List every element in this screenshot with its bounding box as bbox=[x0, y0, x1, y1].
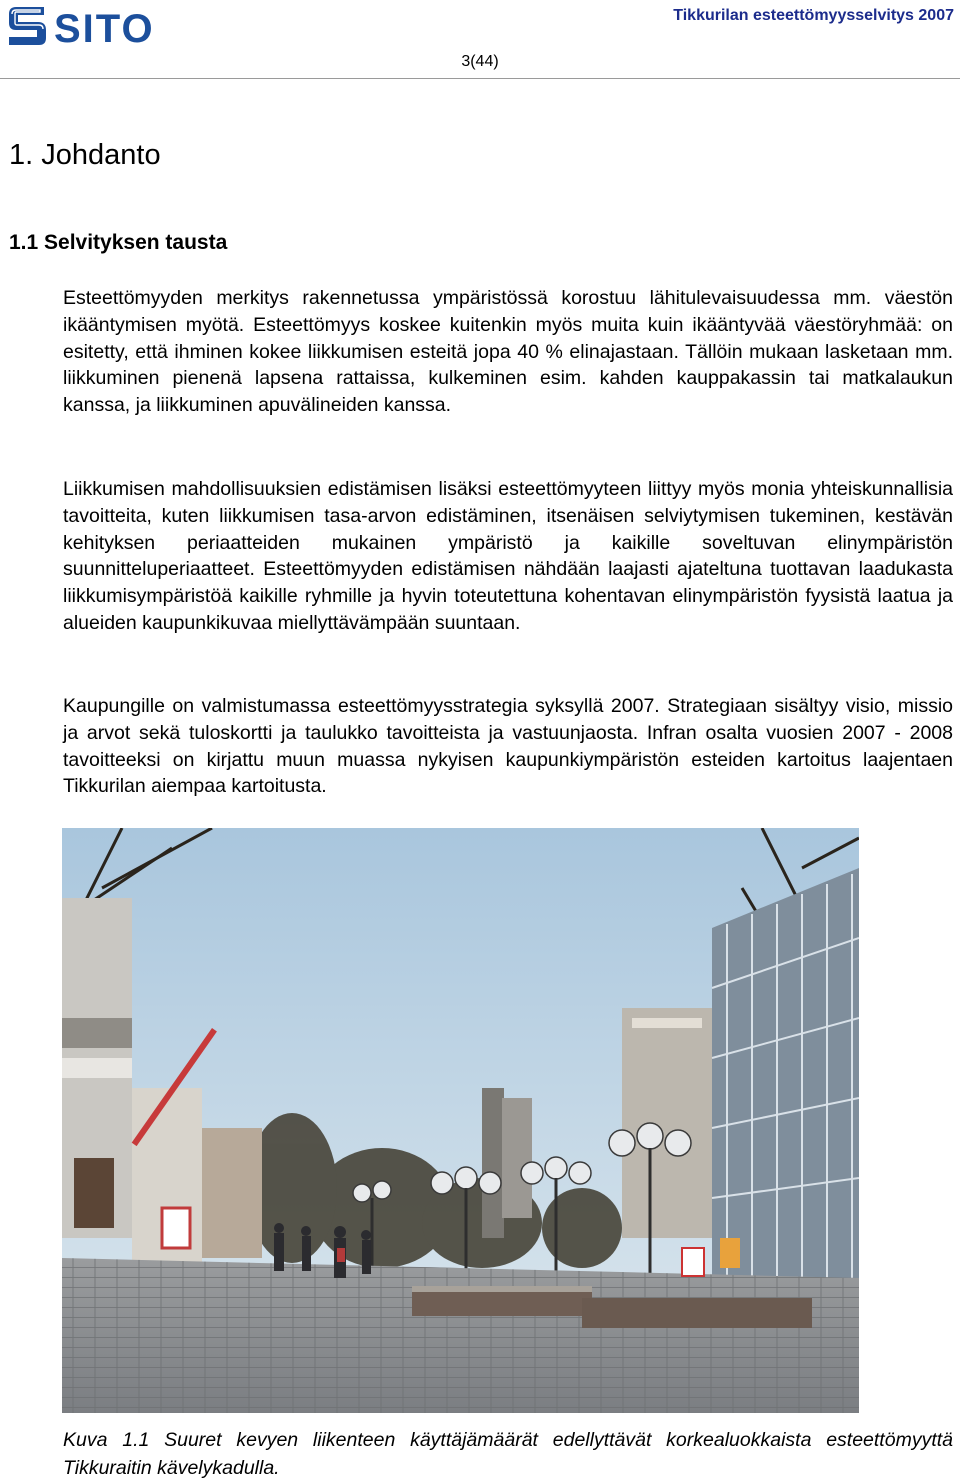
chapter-heading: 1. Johdanto bbox=[9, 139, 161, 171]
page-number: 3(44) bbox=[461, 53, 499, 70]
svg-text:SITO: SITO bbox=[54, 7, 155, 48]
logo-mark-icon bbox=[9, 7, 46, 45]
paragraph-2: Liikkumisen mahdollisuuksien edistämisen lisäksi esteettömyyteen liittyy myös monia yhteiskunnallisia tavoitteita, kuten liikkumisen tasa-arvon edistäminen, itsenäisen selviytymisen tukeminen, kestävän kehityksen periaatteiden mukainen ympäristö ja kaikille soveltuvan elinympäristön suunnitteluperiaatteet. Esteettömyyden edistämisen nähdään laajasti ajateltuna tuottavan laadukasta liikkumisympäristöä kaikille ryhmille ja hyvin toteutettuna kohentavan elinympäristön fyysistä laatua ja alueiden kaupunkikuvaa miellyttävämpään suuntaan. bbox=[63, 478, 953, 634]
header-divider bbox=[0, 78, 960, 79]
document-title: Tikkurilan esteettömyysselvitys 2007 bbox=[673, 7, 954, 24]
street-photo bbox=[62, 828, 859, 1413]
paragraph-1: Esteettömyyden merkitys rakennetussa ympäristössä korostuu lähitulevaisuudessa mm. väestön ikääntymisen myötä. Esteettömyys koskee kuitenkin myös muita kuin ikääntyvää väestöryhmää: on esitetty, että ihminen kokee liikkumisen esteitä jopa 40 % elinajastaan. Tällöin mukaan lasketaan mm. liikkuminen pienenä lapsena rattaissa, kulkeminen esim. kahden kauppakassin tai matkalaukun kanssa, ja liikkuminen apuvälineiden kanssa. bbox=[63, 287, 953, 417]
section-heading: 1.1 Selvityksen tausta bbox=[9, 231, 228, 254]
sito-logo bbox=[6, 4, 198, 48]
figure-caption: Kuva 1.1 Suuret kevyen liikenteen käyttäjämäärät edellyttävät korkealuokkaista esteettömyyttä Tikkuraitin kävelykadulla. bbox=[63, 1429, 953, 1479]
paragraph-3: Kaupungille on valmistumassa esteettömyysstrategia syksyllä 2007. Strategiaan sisältyy visio, missio ja arvot sekä tuloskortti ja taulukko tavoitteista ja vastuunjaosta. Infran osalta vuosien 2007 - 2008 tavoitteeksi on kirjattu muun muassa nykyisen kaupunkiympäristön esteiden kartoitus laajentaen Tikkurilan aiempaa kartoitusta. bbox=[63, 695, 953, 798]
